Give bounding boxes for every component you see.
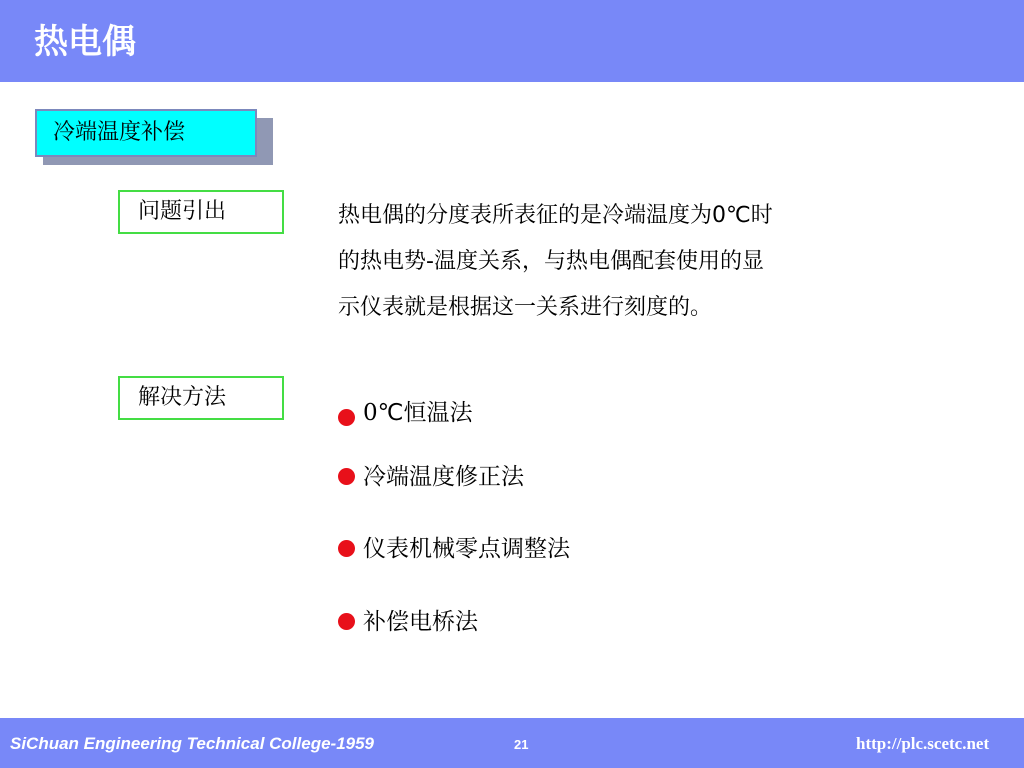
problem-description [338,193,908,331]
topic-label: 冷端温度补偿 [53,120,186,145]
bullet-dot-icon [338,540,355,557]
method-item [338,534,570,564]
method-item [338,462,524,492]
method-item [338,607,478,637]
problem-label-box [118,190,284,234]
method-text: 补偿电桥法 [363,609,478,635]
problem-line: 示仪表就是根据这一关系进行刻度的。 [338,295,713,320]
method-text: 仪表机械零点调整法 [363,536,570,562]
problem-line: 热电偶的分度表所表征的是冷端温度为0℃时 [338,203,773,228]
problem-label: 问题引出 [138,199,227,224]
header-bar [0,0,1024,82]
solution-label-box [118,376,284,420]
method-text: ℃恒温法 [377,400,473,426]
bullet-dot-icon [338,468,355,485]
topic-box [35,109,257,157]
footer-url: http://plc.scetc.net [856,734,990,753]
method-prefix: 0 [363,400,378,426]
solution-label: 解决方法 [138,385,227,410]
footer-college-name: SiChuan Engineering Technical College-1959 [10,734,375,753]
bullet-dot-icon [338,613,355,630]
bullet-dot-icon [338,409,355,426]
method-item [338,398,472,428]
page-number: 21 [514,737,529,752]
slide-title: 热电偶 [34,22,136,62]
problem-line: 的热电势-温度关系，与热电偶配套使用的显 [338,249,764,274]
method-text: 冷端温度修正法 [363,464,524,490]
